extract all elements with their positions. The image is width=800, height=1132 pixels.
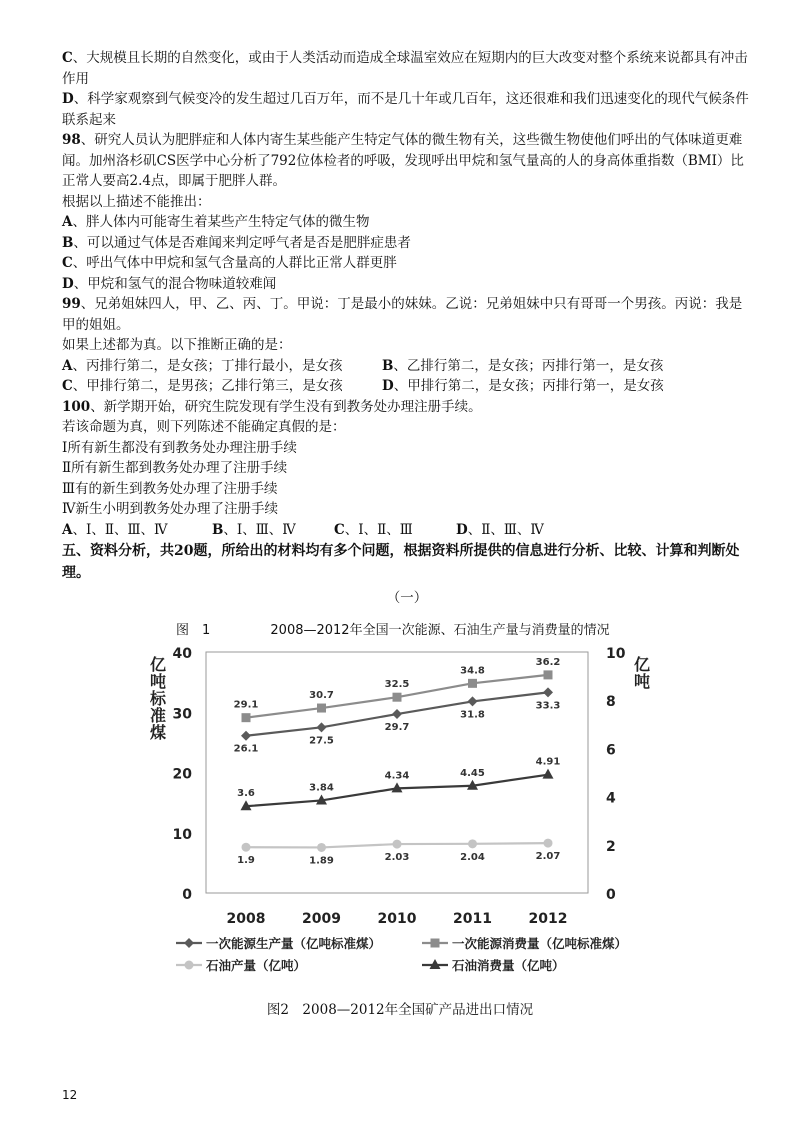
data-label: 3.84: [309, 782, 334, 794]
q98-option-b: B、可以通过气体是否难闻来判定呼气者是否是肥胖症患者: [62, 234, 411, 251]
legend-label: 一次能源消费量（亿吨标准煤）: [452, 936, 628, 951]
y-right-tick-label: 0: [606, 887, 616, 903]
y-left-axis-title-char: 煤: [149, 723, 167, 742]
legend-marker: [431, 939, 440, 948]
data-point: [393, 840, 402, 849]
chart-series: [234, 657, 561, 867]
y-right-axis-title-char: 吨: [633, 672, 651, 691]
data-point: [544, 839, 553, 848]
q100-prompt: 若该命题为真，则下列陈述不能确定真假的是：: [62, 419, 346, 435]
q99-option-c: C、甲排行第二，是男孩；乙排行第三，是女孩: [62, 378, 343, 394]
page-number: 12: [62, 1088, 78, 1102]
y-right-tick-label: 10: [606, 646, 626, 662]
y-left-tick-label: 0: [182, 887, 192, 903]
data-label: 34.8: [460, 665, 485, 677]
data-label: 1.89: [309, 855, 334, 867]
data-point: [468, 696, 478, 706]
data-label: 33.3: [535, 700, 561, 712]
q99-option-b: B、乙排行第二，是女孩；丙排行第一，是女孩: [382, 357, 664, 374]
q100-statement-1: Ⅰ所有新生都没有到教务处办理注册手续: [62, 439, 297, 456]
q98-stem: 98、研究人员认为肥胖症和人体内寄生某些能产生特定气体的微生物有关，这些微生物使他们呼出的气体味道更难闻。加州洛杉矶CS医学中心分析了792位体检者的呼吸，发现呼出甲烷和氢气量高的人的身高体重指数（BMI）比正常人要高2.4点，即属于肥胖人群。: [62, 132, 744, 189]
q99-option-d: D、甲排行第二，是女孩；丙排行第一，是女孩: [382, 378, 664, 394]
data-label: 29.1: [233, 699, 259, 711]
y-left-tick-label: 20: [172, 766, 192, 783]
energy-chart: [140, 620, 680, 990]
q100-option-a: A、Ⅰ、Ⅱ、Ⅲ、Ⅳ: [62, 521, 168, 538]
data-label: 1.9: [237, 855, 255, 867]
data-point: [544, 670, 553, 679]
q100-option-c: C、Ⅰ、Ⅱ、Ⅲ: [334, 521, 413, 538]
y-right-axis-title-char: 亿: [633, 655, 651, 674]
y-right-tick-label: 4: [606, 790, 616, 807]
data-label: 2.04: [460, 851, 485, 863]
y-left-tick-label: 40: [172, 646, 192, 662]
data-label: 3.6: [237, 788, 255, 800]
data-label: 2.07: [535, 851, 561, 863]
legend-label: 一次能源生产量（亿吨标准煤）: [206, 936, 382, 951]
y-right-tick-label: 2: [606, 838, 616, 855]
q99-stem: 99、兄弟姐妹四人，甲、乙、丙、丁。甲说：丁是最小的妹妹。乙说：兄弟姐妹中只有哥哥一个男孩。丙说：我是甲的姐姐。: [62, 296, 743, 333]
q100-option-b: B、Ⅰ、Ⅲ、Ⅳ: [212, 521, 296, 538]
question-block: [62, 48, 752, 609]
x-tick-label: 2012: [528, 911, 568, 927]
chart-legend: [176, 936, 627, 973]
data-label: 32.5: [384, 679, 410, 691]
data-point: [242, 843, 251, 852]
q98-option-c: C、呼出气体中甲烷和氢气含量高的人群比正常人群更胖: [62, 255, 397, 271]
legend-marker: [185, 961, 194, 970]
data-point: [393, 693, 402, 702]
data-point: [317, 722, 327, 732]
y-left-axis-title-char: 吨: [149, 672, 167, 691]
legend-marker: [184, 938, 194, 948]
data-label: 30.7: [309, 690, 334, 702]
y-right-tick-label: 8: [606, 694, 616, 711]
q100-statement-4: Ⅳ新生小明到教务处办理了注册手续: [62, 501, 278, 517]
data-label: 27.5: [309, 735, 334, 747]
data-label: 4.45: [460, 767, 485, 779]
data-label: 31.8: [460, 709, 485, 721]
y-left-axis-title-char: 标: [149, 689, 167, 708]
y-left-tick-label: 10: [172, 826, 192, 843]
data-point: [317, 704, 326, 713]
y-right-tick-label: 6: [606, 742, 616, 759]
material-label: （一）: [386, 590, 428, 606]
data-point: [317, 843, 326, 852]
data-label: 36.2: [535, 656, 561, 668]
data-point: [468, 679, 477, 688]
data-label: 4.34: [384, 770, 410, 782]
data-label: 29.7: [384, 722, 410, 734]
figure-2-caption: 图2 2008—2012年全国矿产品进出口情况: [266, 1002, 534, 1018]
q99-options-row-2: [62, 376, 752, 397]
q99-option-a: A、丙排行第二，是女孩；丁排行最小，是女孩: [62, 357, 343, 374]
q100-statement-3: Ⅲ有的新生到教务处办理了注册手续: [62, 480, 278, 497]
option-c-prev: C、大规模且长期的自然变化，或由于人类活动而造成全球温室效应在短期内的巨大改变对整个系统来说都具有冲击作用: [62, 50, 748, 87]
y-left-axis-title-char: 准: [149, 706, 167, 725]
data-point: [543, 769, 554, 779]
x-tick-label: 2010: [377, 911, 417, 927]
q100-option-d: D、Ⅱ、Ⅲ、Ⅳ: [456, 521, 544, 538]
q100-options: [62, 520, 752, 541]
q99-options-row-1: [62, 356, 752, 377]
y-left-axis-title-char: 亿: [149, 655, 167, 674]
data-label: 26.1: [233, 743, 259, 755]
x-tick-label: 2008: [226, 911, 266, 927]
q100-statement-2: Ⅱ所有新生都到教务处办理了注册手续: [62, 460, 288, 476]
data-label: 2.03: [384, 852, 410, 864]
data-point: [468, 839, 477, 848]
section-heading: 五、资料分析，共20题，所给出的材料均有多个问题，根据资料所提供的信息进行分析、比较、计算和判断处理。: [62, 543, 740, 581]
q98-option-a: A、胖人体内可能寄生着某些产生特定气体的微生物: [62, 214, 370, 230]
q100-stem: 100、新学期开始，研究生院发现有学生没有到教务处办理注册手续。: [62, 398, 482, 415]
figure-1-label: 图 1: [176, 623, 211, 638]
x-tick-label: 2011: [453, 911, 492, 927]
x-tick-label: 2009: [302, 911, 341, 927]
data-point: [392, 709, 402, 719]
data-point: [242, 713, 251, 722]
q98-option-d: D、甲烷和氢气的混合物味道较难闻: [62, 275, 277, 292]
energy-chart-svg: [140, 620, 680, 990]
y-left-tick-label: 30: [172, 706, 192, 723]
data-label: 4.91: [535, 756, 561, 768]
legend-label: 石油消费量（亿吨）: [452, 958, 565, 973]
option-d-prev: D、科学家观察到气候变冷的发生超过几百万年，而不是几十年或几百年，这还很难和我们迅速变化的现代气候条件联系起来: [62, 91, 749, 128]
q98-prompt: 根据以上描述不能推出：: [62, 193, 211, 210]
data-point: [241, 731, 251, 741]
q99-prompt: 如果上述都为真。以下推断正确的是：: [62, 337, 292, 353]
chart-title: 2008—2012年全国一次能源、石油生产量与消费量的情况: [270, 623, 610, 638]
legend-label: 石油产量（亿吨）: [206, 958, 307, 973]
data-point: [543, 687, 553, 697]
